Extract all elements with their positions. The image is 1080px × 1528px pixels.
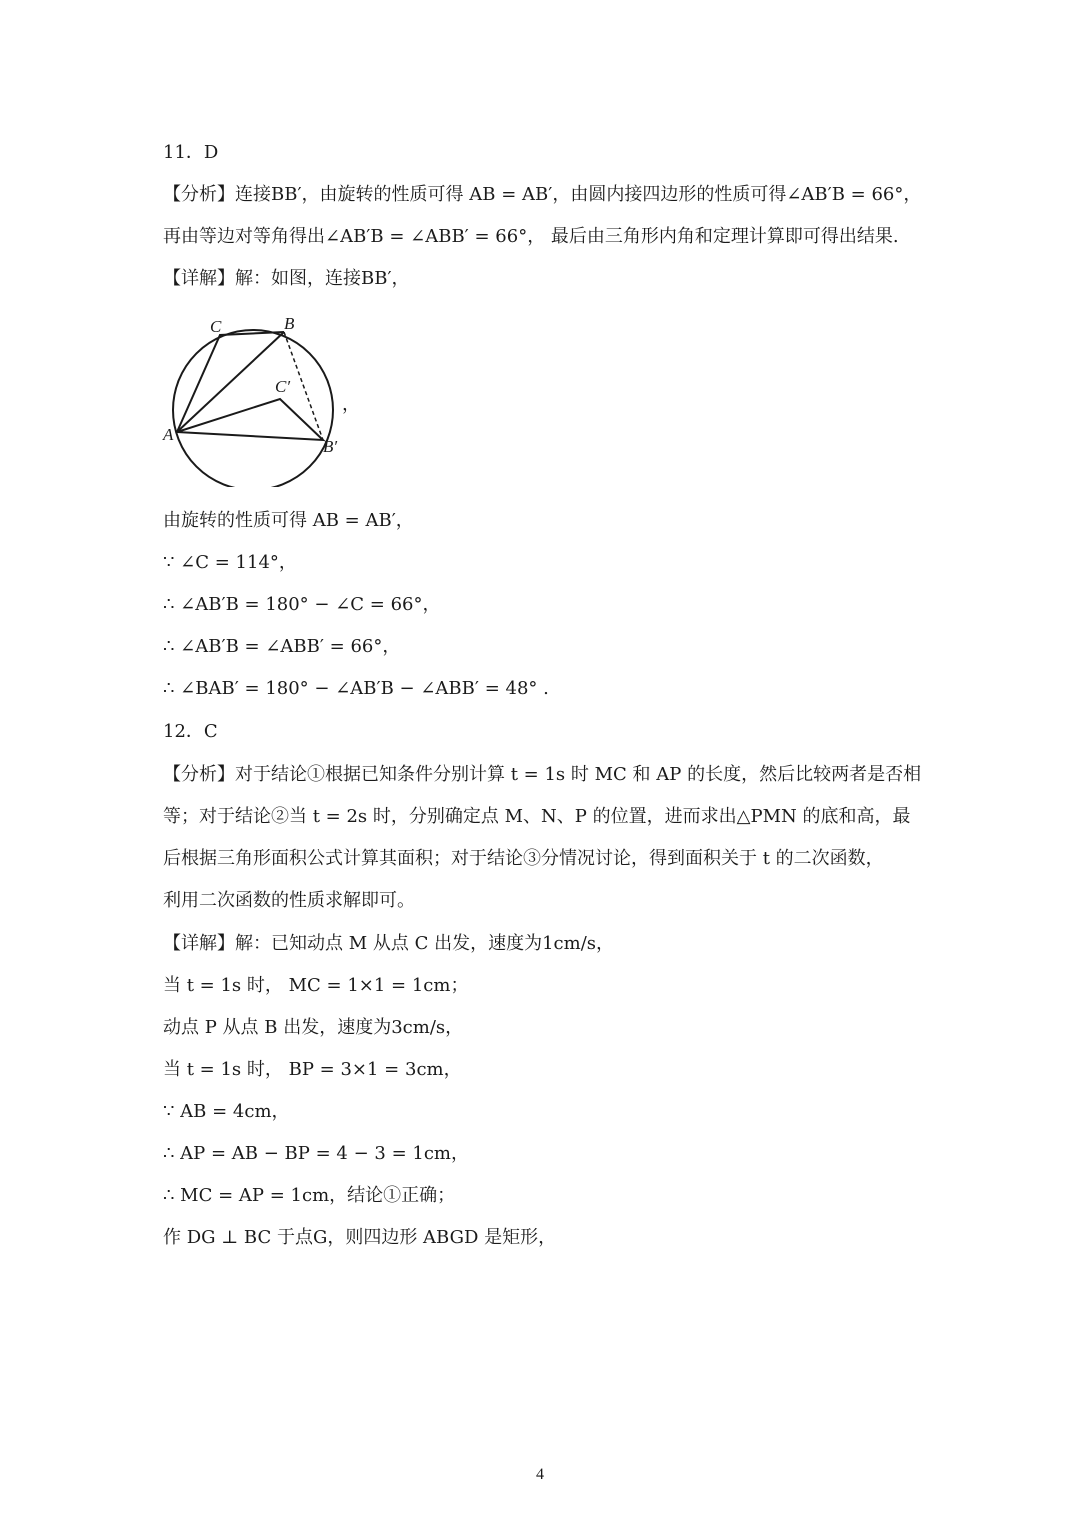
page-number: 4 xyxy=(536,1466,544,1483)
q12-solution-step: 动点 P 从点 B 出发，速度为3cm/s， xyxy=(163,1017,464,1038)
q11-solution-step: ∵ ∠C = 114°， xyxy=(163,552,297,573)
label-B-prime: B′ xyxy=(323,437,338,456)
q11-detail-intro: 【详解】解：如图，连接BB′， xyxy=(163,268,410,289)
question-12-title: 12．C xyxy=(163,721,218,742)
q12-analysis-line: 利用二次函数的性质求解即可。 xyxy=(163,890,415,911)
q11-solution-step: ∴ ∠BAB′ = 180° − ∠AB′B − ∠ABB′ = 48° . xyxy=(163,678,549,699)
q12-solution-step: ∵ AB = 4cm， xyxy=(163,1101,290,1122)
rotated-triangle xyxy=(177,399,323,440)
q12-solution-step: 当 t = 1s 时， BP = 3×1 = 3cm， xyxy=(163,1059,462,1080)
q12-solution-step: 【详解】解：已知动点 M 从点 C 出发，速度为1cm/s， xyxy=(163,933,614,954)
q11-solution-step: 由旋转的性质可得 AB = AB′， xyxy=(163,510,414,531)
q12-solution-step: 作 DG ⊥ BC 于点G，则四边形 ABGD 是矩形， xyxy=(163,1227,557,1248)
q11-analysis-line-1: 【分析】连接BB′，由旋转的性质可得 AB = AB′，由圆内接四边形的性质可得∠AB′B = 66°， xyxy=(163,184,922,205)
label-C-prime: C′ xyxy=(275,377,291,396)
q12-solution-step: 当 t = 1s 时， MC = 1×1 = 1cm； xyxy=(163,975,469,996)
circle-quadrilateral-figure xyxy=(160,312,360,487)
q11-solution-step: ∴ ∠AB′B = 180° − ∠C = 66°， xyxy=(163,594,441,615)
q12-analysis-line: 后根据三角形面积公式计算其面积；对于结论③分情况讨论，得到面积关于 t 的二次函数， xyxy=(163,848,884,869)
segment-AB xyxy=(177,332,284,432)
q11-solution-step: ∴ ∠AB′B = ∠ABB′ = 66°， xyxy=(163,636,401,657)
figure-trailing-comma: ， xyxy=(342,394,360,415)
q12-solution-step: ∴ MC = AP = 1cm，结论①正确； xyxy=(163,1185,456,1206)
q11-analysis-line-2: 再由等边对等角得出∠AB′B = ∠ABB′ = 66°， 最后由三角形内角和定理计算即可得出结果. xyxy=(163,226,899,247)
label-A: A xyxy=(163,425,174,444)
q12-analysis-line: 等；对于结论②当 t = 2s 时，分别确定点 M、N、P 的位置，进而求出△PMN 的底和高，最 xyxy=(163,806,911,827)
label-C: C xyxy=(210,317,222,336)
q12-solution-step: ∴ AP = AB − BP = 4 − 3 = 1cm， xyxy=(163,1143,469,1164)
question-11-title: 11．D xyxy=(163,142,219,163)
q12-analysis-line: 【分析】对于结论①根据已知条件分别计算 t = 1s 时 MC 和 AP 的长度，然后比较两者是否相 xyxy=(163,764,922,785)
label-B: B xyxy=(284,314,295,333)
